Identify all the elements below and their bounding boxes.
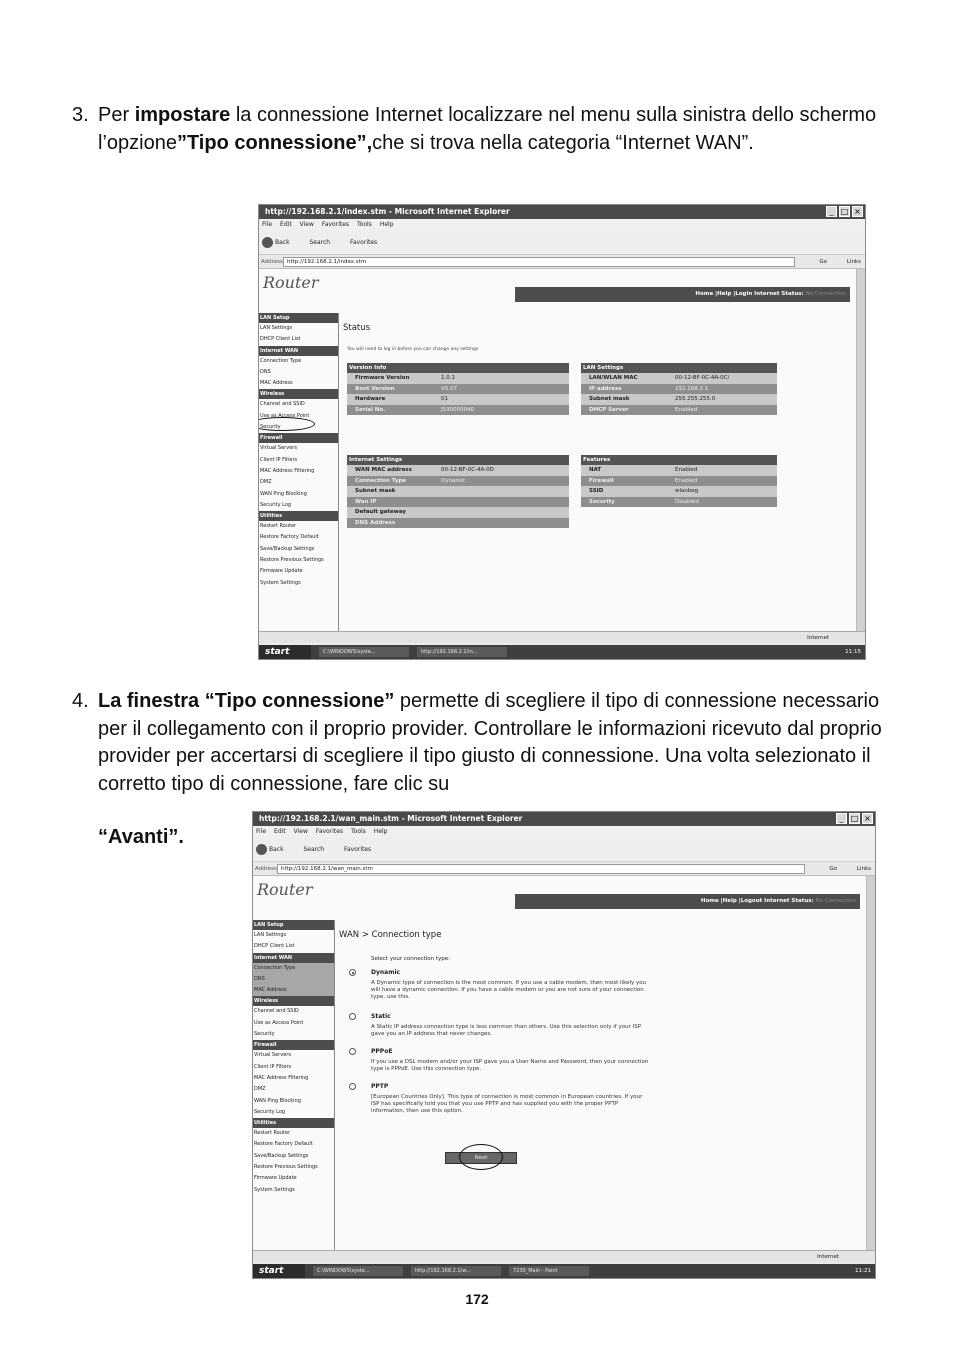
sidebar-section-wireless: Wireless xyxy=(253,996,334,1006)
menu-help[interactable]: Help xyxy=(379,221,394,228)
step-text: Per xyxy=(98,104,135,126)
info-key: Hardware xyxy=(355,396,386,402)
info-row xyxy=(581,373,777,384)
favorites-button[interactable]: Favorites xyxy=(344,846,372,853)
taskbar-item[interactable]: http://192.168.2.1/in... xyxy=(417,647,507,657)
back-button[interactable]: Back xyxy=(256,846,293,853)
step-text: la connessione Internet localizzare nel menu sulla sinistra dello schermo l’opzione xyxy=(98,104,877,154)
info-row xyxy=(347,465,569,476)
taskbar-item[interactable]: 7230_Main - Paint xyxy=(509,1266,589,1276)
info-value: V0.07 xyxy=(441,385,458,392)
info-row xyxy=(347,507,569,518)
menu-file[interactable]: File xyxy=(262,221,273,228)
menu-view[interactable]: View xyxy=(299,221,314,228)
info-row xyxy=(347,394,569,405)
step-text: permette di scegliere il tipo di connessione necessario per il collegamento con il proprio provider. Controllare le informazioni ricevuto dal proprio provider per accertarsi di scegliere il tipo giusto di connessione. Una volta selezionato il corretto tipo di connessione, fare clic su xyxy=(98,690,882,795)
internet-status: No Connection xyxy=(805,291,846,297)
close-icon[interactable]: × xyxy=(862,813,873,824)
menu-view[interactable]: View xyxy=(293,828,308,835)
radio-pppoe[interactable] xyxy=(349,1048,356,1055)
page-number: 172 xyxy=(465,1291,489,1307)
minimize-icon[interactable]: _ xyxy=(826,206,837,217)
taskbar xyxy=(259,645,865,659)
info-value: Enabled xyxy=(675,406,698,413)
sidebar-section-firewall: Firewall xyxy=(253,1040,334,1050)
sidebar-item-dns[interactable]: DNS xyxy=(260,368,271,375)
sidebar-item-security[interactable]: Security xyxy=(254,1031,275,1038)
radio-dynamic[interactable] xyxy=(349,969,356,976)
sidebar-item-virtual-servers[interactable]: Virtual Servers xyxy=(260,445,297,452)
info-value: wlanbeg xyxy=(675,488,699,494)
menu-favorites[interactable]: Favorites xyxy=(321,221,350,228)
step-bold-text: La finestra “Tipo connessione” xyxy=(98,690,395,712)
back-arrow-icon xyxy=(256,844,267,855)
connection-prompt: Select your connection type: xyxy=(371,956,451,962)
address-input[interactable]: http://192.168.2.1/index.stm xyxy=(283,257,795,267)
window-controls xyxy=(836,813,873,824)
back-arrow-icon xyxy=(262,237,273,248)
vertical-scrollbar[interactable] xyxy=(856,269,865,631)
info-row xyxy=(581,486,777,497)
option-label: Static xyxy=(371,1013,391,1020)
radio-static[interactable] xyxy=(349,1013,356,1020)
menu-tools[interactable]: Tools xyxy=(351,828,366,835)
go-button[interactable]: Go xyxy=(829,866,837,872)
sidebar-item-restart-router[interactable]: Restart Router xyxy=(260,523,297,530)
info-value: 01 xyxy=(441,396,448,402)
info-key: Boot Version xyxy=(355,385,395,392)
sidebar-item-virtual-servers[interactable]: Virtual Servers xyxy=(254,1052,291,1059)
sidebar-item-restart-router[interactable]: Restart Router xyxy=(254,1130,291,1137)
menu-favorites[interactable]: Favorites xyxy=(315,828,344,835)
browser-viewport xyxy=(259,269,856,631)
sidebar-section-utilities: Utilities xyxy=(253,1118,334,1128)
sidebar-item-lan-settings[interactable]: LAN Settings xyxy=(254,932,287,938)
sidebar-section-utilities: Utilities xyxy=(259,511,338,521)
sidebar-item-mac-address[interactable]: MAC Address xyxy=(253,985,334,996)
sidebar-item-lan-settings[interactable]: LAN Settings xyxy=(260,325,293,331)
step-number: 4. xyxy=(72,690,89,712)
sidebar-item-client-ip-filters[interactable]: Client IP Filters xyxy=(254,1063,292,1070)
info-key: Serial No. xyxy=(355,406,386,413)
info-key: WAN MAC address xyxy=(355,467,412,473)
sidebar-item-restore-previous-settings[interactable]: Restore Previous Settings xyxy=(260,557,324,564)
vertical-scrollbar[interactable] xyxy=(866,876,875,1250)
maximize-icon[interactable]: □ xyxy=(840,207,849,216)
info-value: 192.168.2.1 xyxy=(675,385,709,392)
version-info-box xyxy=(347,363,569,415)
info-key: SSID xyxy=(589,488,604,494)
box-title: Version Info xyxy=(347,363,569,373)
taskbar-item[interactable]: http://192.168.2.1/w... xyxy=(411,1266,501,1276)
sidebar-section-internet-wan: Internet WAN xyxy=(253,953,334,963)
option-description: A Static IP address connection type is less common than others. Use this selection only if your ISP gave you an IP address that never changes. xyxy=(371,1024,642,1037)
close-icon[interactable]: × xyxy=(852,206,863,217)
address-bar xyxy=(259,255,865,269)
info-value: 00-12-BF-0C-4A-0C/ xyxy=(675,375,730,381)
sidebar-item-security-log[interactable]: Security Log xyxy=(254,1108,286,1115)
sidebar-item-restore-factory-default[interactable]: Restore Factory Default xyxy=(260,534,319,541)
info-value: Disabled xyxy=(675,498,699,505)
sidebar-item-connection-type[interactable]: Connection Type xyxy=(253,963,334,974)
info-row xyxy=(347,373,569,384)
top-navigation: Home |Help |Login Internet Status: No Connection xyxy=(515,287,850,302)
sidebar-item-mac-address-filtering[interactable]: MAC Address Filtering xyxy=(254,1074,309,1081)
option-description: If you use a DSL modem and/or your ISP gave you a User Name and Password, then your connection type is PPPoE. Use this connection type. xyxy=(371,1059,649,1072)
sidebar-section-firewall: Firewall xyxy=(259,433,338,443)
info-value xyxy=(441,497,569,508)
info-row xyxy=(347,497,569,508)
info-row xyxy=(347,405,569,416)
info-value: 00-12-BF-0C-4A-0D xyxy=(441,467,494,473)
info-value: Dynamic xyxy=(441,477,466,484)
sidebar-section-wireless: Wireless xyxy=(259,389,338,399)
option-label: PPPoE xyxy=(371,1048,393,1055)
sidebar-item-security-log[interactable]: Security Log xyxy=(260,501,292,508)
sidebar-item-client-ip-filters[interactable]: Client IP Filters xyxy=(260,456,298,463)
router-logo: Router xyxy=(257,880,313,899)
menu-tools[interactable]: Tools xyxy=(357,221,372,228)
taskbar xyxy=(253,1264,875,1278)
minimize-icon[interactable]: _ xyxy=(836,813,847,824)
address-label: Address xyxy=(255,866,277,872)
sidebar-item-security[interactable]: Security xyxy=(260,424,281,431)
login-notice: You will need to log in before you can change any settings xyxy=(347,347,479,352)
taskbar-item[interactable]: C:\WINDOWS\syste... xyxy=(319,647,409,657)
info-value: Enabled xyxy=(675,467,698,473)
info-key: Subnet mask xyxy=(355,488,396,494)
box-title: Features xyxy=(581,455,777,465)
router-sidebar xyxy=(259,313,339,631)
toolbar xyxy=(259,231,865,255)
info-key: Default gateway xyxy=(355,509,406,515)
info-value: J530000040 xyxy=(441,406,475,413)
step-3-paragraph xyxy=(72,102,892,157)
sidebar-item-dhcp-client-list[interactable]: DHCP Client List xyxy=(260,336,301,343)
menu-bar xyxy=(259,219,865,231)
info-value: 255.255.255.0 xyxy=(675,396,716,402)
info-row xyxy=(581,465,777,476)
box-title: Internet Settings xyxy=(347,455,569,465)
info-row xyxy=(581,405,777,416)
status-bar xyxy=(259,631,865,643)
sidebar-item-firmware-update[interactable]: Firmware Update xyxy=(260,568,303,575)
step-text: che si trova nella categoria “Internet WAN”. xyxy=(372,131,754,154)
router-sidebar xyxy=(253,920,335,1250)
step-number: 3. xyxy=(72,104,89,126)
info-value: 1.0.1 xyxy=(441,375,455,381)
toolbar xyxy=(253,838,875,862)
option-label: PPTP xyxy=(371,1083,389,1090)
info-row xyxy=(581,394,777,405)
info-row xyxy=(347,518,569,529)
features-box xyxy=(581,455,777,507)
menu-help[interactable]: Help xyxy=(373,828,388,835)
status-content xyxy=(343,313,852,631)
sidebar-item-channel-and-ssid[interactable]: Channel and SSID xyxy=(260,401,305,408)
sidebar-item-dns[interactable]: DNS xyxy=(253,974,334,985)
favorites-button[interactable]: Favorites xyxy=(350,239,378,246)
info-key: Firmware Version xyxy=(355,375,410,381)
window-title: http://192.168.2.1/wan_main.stm - Microsoft Internet Explorer xyxy=(253,812,875,826)
info-key: Subnet mask xyxy=(589,396,630,402)
info-key: DHCP Server xyxy=(589,406,629,413)
info-row xyxy=(347,486,569,497)
sidebar-item-system-settings[interactable]: System Settings xyxy=(254,1186,295,1193)
sidebar-item-firmware-update[interactable]: Firmware Update xyxy=(254,1175,297,1182)
address-label: Address xyxy=(261,259,283,265)
go-button[interactable]: Go xyxy=(819,259,827,265)
search-button[interactable]: Search xyxy=(303,846,325,853)
connection-type-content xyxy=(339,920,862,1250)
sidebar-item-save-backup-settings[interactable]: Save/Backup Settings xyxy=(254,1152,309,1159)
links-button[interactable]: Links xyxy=(856,866,871,872)
info-row xyxy=(347,476,569,487)
highlight-circle xyxy=(459,1144,503,1170)
option-label: Dynamic xyxy=(371,969,401,976)
links-button[interactable]: Links xyxy=(846,259,861,265)
internet-settings-box xyxy=(347,455,569,528)
lan-settings-box xyxy=(581,363,777,415)
sidebar-item-mac-address[interactable]: MAC Address xyxy=(260,380,293,387)
window-title: http://192.168.2.1/index.stm - Microsoft Internet Explorer xyxy=(259,205,865,219)
info-key: Firewall xyxy=(589,477,614,484)
info-row xyxy=(581,476,777,487)
info-key: Security xyxy=(589,498,615,505)
sidebar-item-connection-type[interactable]: Connection Type xyxy=(260,357,302,364)
sidebar-item-wan-ping-blocking[interactable]: WAN Ping Blocking xyxy=(260,490,307,497)
option-description: A Dynamic type of connection is the most common. If you use a cable modem, then most likely you will have a dynamic connection. If you have a cable modem or you are not sure of your connection type, use this. xyxy=(371,980,647,1000)
menu-file[interactable]: File xyxy=(256,828,267,835)
menu-edit[interactable]: Edit xyxy=(280,221,292,228)
browser-viewport xyxy=(253,876,866,1250)
sidebar-item-use-as-access-point[interactable]: Use as Access Point xyxy=(260,412,310,419)
menu-edit[interactable]: Edit xyxy=(274,828,286,835)
info-key: DNS Address xyxy=(355,519,396,526)
sidebar-item-channel-and-ssid[interactable]: Channel and SSID xyxy=(254,1008,299,1015)
taskbar-item[interactable]: C:\WINDOWS\syste... xyxy=(313,1266,403,1276)
sidebar-item-save-backup-settings[interactable]: Save/Backup Settings xyxy=(260,545,315,552)
screenshot-status-page xyxy=(258,204,866,660)
status-bar xyxy=(253,1250,875,1262)
sidebar-item-use-as-access-point[interactable]: Use as Access Point xyxy=(254,1019,304,1026)
info-value xyxy=(441,486,569,497)
back-button[interactable]: Back xyxy=(262,239,299,246)
sidebar-section-internet-wan: Internet WAN xyxy=(259,346,338,356)
sidebar-item-restore-previous-settings[interactable]: Restore Previous Settings xyxy=(254,1164,318,1171)
info-row xyxy=(581,497,777,508)
internet-status: No Connection xyxy=(815,898,856,904)
sidebar-section-lan-setup: LAN Setup xyxy=(253,920,334,930)
info-key: Connection Type xyxy=(355,477,407,484)
info-key: NAT xyxy=(589,467,602,473)
option-description: [European Countries Only]. This type of connection is most common in European countries. If your ISP has specifically told you that you use PPTP and has supplied you with the proper PPTP information, then use this option. xyxy=(371,1094,643,1114)
info-key: LAN/WLAN MAC xyxy=(589,375,638,381)
info-key: Wan IP xyxy=(355,498,377,505)
window-controls xyxy=(826,206,863,217)
taskbar-clock: 11:15 xyxy=(845,649,861,655)
info-value xyxy=(441,518,569,529)
step-4-paragraph xyxy=(72,688,892,798)
sidebar-section-lan-setup: LAN Setup xyxy=(259,313,338,323)
sidebar-item-dmz[interactable]: DMZ xyxy=(254,1086,266,1093)
taskbar-clock: 11:21 xyxy=(855,1268,871,1274)
sidebar-item-system-settings[interactable]: System Settings xyxy=(260,579,301,586)
internet-zone: Internet xyxy=(817,1254,839,1260)
next-button[interactable]: Next xyxy=(445,1152,517,1164)
sidebar-item-restore-factory-default[interactable]: Restore Factory Default xyxy=(254,1141,313,1148)
sidebar-item-dhcp-client-list[interactable]: DHCP Client List xyxy=(254,943,295,950)
page-title: Status xyxy=(343,323,371,333)
start-button[interactable]: start xyxy=(253,1264,305,1278)
step-bold-text: ”Tipo connessione”, xyxy=(176,131,373,154)
maximize-icon[interactable]: □ xyxy=(850,814,859,823)
info-row xyxy=(347,384,569,395)
search-button[interactable]: Search xyxy=(309,239,331,246)
internet-zone: Internet xyxy=(807,635,829,641)
menu-bar xyxy=(253,826,875,838)
sidebar-item-dmz[interactable]: DMZ xyxy=(260,479,272,486)
step-bold-text: impostare xyxy=(134,104,231,126)
top-navigation: Home |Help |Logout Internet Status: No Connection xyxy=(515,894,860,909)
sidebar-item-mac-address-filtering[interactable]: MAC Address Filtering xyxy=(260,467,315,474)
info-value xyxy=(441,507,569,518)
address-bar xyxy=(253,862,875,876)
sidebar-item-wan-ping-blocking[interactable]: WAN Ping Blocking xyxy=(254,1097,301,1104)
box-title: LAN Settings xyxy=(581,363,777,373)
info-value: Enabled xyxy=(675,477,698,484)
address-input[interactable]: http://192.168.2.1/wan_main.stm xyxy=(277,864,805,874)
info-row xyxy=(581,384,777,395)
avanti-label: “Avanti”. xyxy=(98,826,184,848)
start-button[interactable]: start xyxy=(259,645,311,659)
screenshot-connection-type xyxy=(252,811,876,1279)
router-logo: Router xyxy=(263,273,319,292)
page-title: WAN > Connection type xyxy=(339,930,442,940)
info-key: IP address xyxy=(589,385,622,392)
radio-pptp[interactable] xyxy=(349,1083,356,1090)
